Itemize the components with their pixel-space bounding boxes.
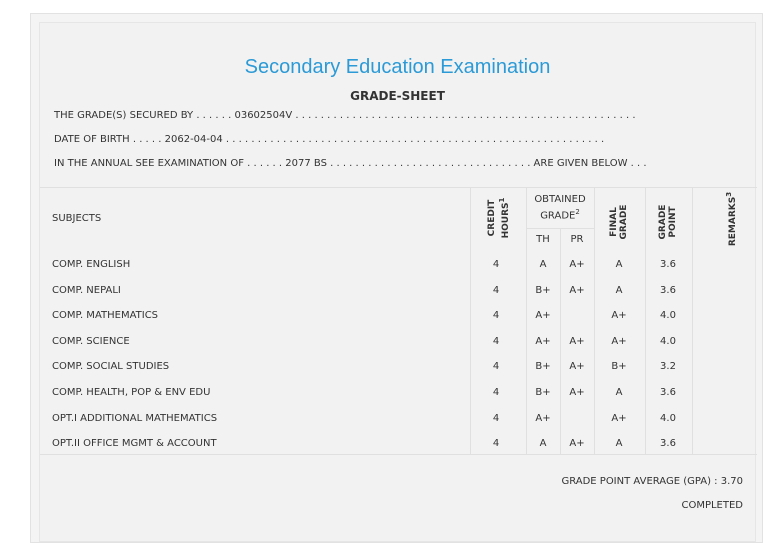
secured-by-line: THE GRADE(S) SECURED BY . . . . . . 03602504V . . . . . . . . . . . . . . . . . . . . . . . . . . . . . . . . . . . . . . . . . . . . . . . . . . . . . . [54, 110, 636, 121]
obtained-grade-header: OBTAINED GRADE$^2$ [534, 194, 586, 222]
subject-name: OPT.II OFFICE MGMT & ACCOUNT [52, 438, 217, 450]
col-divider [594, 187, 595, 454]
subject-name: COMP. ENGLISH [52, 259, 131, 270]
subjects-header: SUBJECTS [52, 213, 102, 224]
pr-grade-cell: A+ [569, 284, 585, 296]
th-grade-cell: B+ [535, 284, 551, 296]
final-grade-cell: A+ [611, 412, 627, 424]
subject-name: OPT.I ADDITIONAL MATHEMATICS [52, 412, 218, 424]
grade-sheet-card [30, 13, 763, 543]
credit-cell: 4 [492, 335, 500, 347]
col-divider [645, 187, 646, 454]
final-grade-header: FINAL GRADE [609, 204, 629, 240]
pr-grade-cell: A+ [569, 438, 585, 450]
final-grade-cell: A [615, 284, 623, 296]
credit-cell: 4 [492, 361, 500, 373]
grade-point-cell: 3.6 [660, 387, 676, 398]
th-grade-cell: A+ [535, 412, 551, 424]
credit-cell: 4 [492, 284, 500, 296]
th-header: TH [536, 234, 550, 245]
remarks-header: REMARKS$^3$ [725, 191, 738, 247]
th-grade-cell: A+ [535, 335, 551, 347]
subject-name: COMP. MATHEMATICS [52, 310, 159, 322]
th-grade-cell: A [539, 438, 547, 450]
pr-grade-cell: A+ [569, 259, 585, 270]
pr-grade-cell: A+ [569, 387, 585, 398]
th-grade-cell: A+ [535, 310, 551, 322]
credit-cell: 4 [492, 438, 500, 450]
final-grade-cell: A+ [611, 335, 627, 347]
grade-point-cell: 4.0 [660, 335, 676, 347]
th-grade-cell: A [539, 259, 547, 270]
final-grade-cell: A [615, 259, 623, 270]
grade-point-header: GRADE POINT [658, 204, 678, 240]
th-grade-cell: B+ [535, 361, 551, 373]
credit-cell: 4 [492, 259, 500, 270]
table-top-border [40, 187, 757, 188]
subject-name: COMP. SOCIAL STUDIES [52, 361, 170, 373]
grade-point-cell: 3.6 [660, 259, 676, 270]
sheet-subtitle: GRADE-SHEET [350, 89, 445, 103]
subject-name: COMP. NEPALI [52, 284, 121, 296]
pr-grade-cell: A+ [569, 335, 585, 347]
grade-point-cell: 3.2 [660, 361, 676, 373]
credit-cell: 4 [492, 412, 500, 424]
final-grade-cell: A [615, 438, 623, 450]
dob-line: DATE OF BIRTH . . . . . 2062-04-04 . . . . . . . . . . . . . . . . . . . . . . . . . . . . . . . . . . . . . . . . . . . . . . . . . . . . . . . . . . . . [54, 134, 605, 145]
final-grade-cell: B+ [611, 361, 627, 373]
grade-point-cell: 4.0 [660, 310, 676, 322]
grade-sheet-inner [39, 22, 756, 542]
col-divider [470, 187, 471, 454]
th-grade-cell: B+ [535, 387, 551, 398]
credit-cell: 4 [492, 310, 500, 322]
gpa-summary: GRADE POINT AVERAGE (GPA) : 3.70 [561, 476, 743, 487]
exam-title: Secondary Education Examination [244, 56, 551, 78]
result-status: COMPLETED [681, 500, 743, 511]
credit-cell: 4 [492, 387, 500, 398]
grade-point-cell: 3.6 [660, 438, 676, 450]
subject-name: COMP. SCIENCE [52, 335, 130, 347]
final-grade-cell: A+ [611, 310, 627, 322]
grade-point-cell: 3.6 [660, 284, 676, 296]
pr-grade-cell: A+ [569, 361, 585, 373]
table-bottom-border [40, 454, 757, 455]
subject-name: COMP. HEALTH, POP & ENV EDU [52, 387, 211, 398]
grade-point-cell: 4.0 [660, 412, 676, 424]
final-grade-cell: A [615, 387, 623, 398]
credit-hours-header: CREDIT HOURS$^1$ [487, 197, 511, 239]
exam-line: IN THE ANNUAL SEE EXAMINATION OF . . . . . . 2077 BS . . . . . . . . . . . . . . . . . . . . . . . . . . . . . . . . ARE GIVEN BELOW . . . [54, 158, 647, 169]
pr-header: PR [570, 234, 584, 245]
col-divider [692, 187, 693, 454]
